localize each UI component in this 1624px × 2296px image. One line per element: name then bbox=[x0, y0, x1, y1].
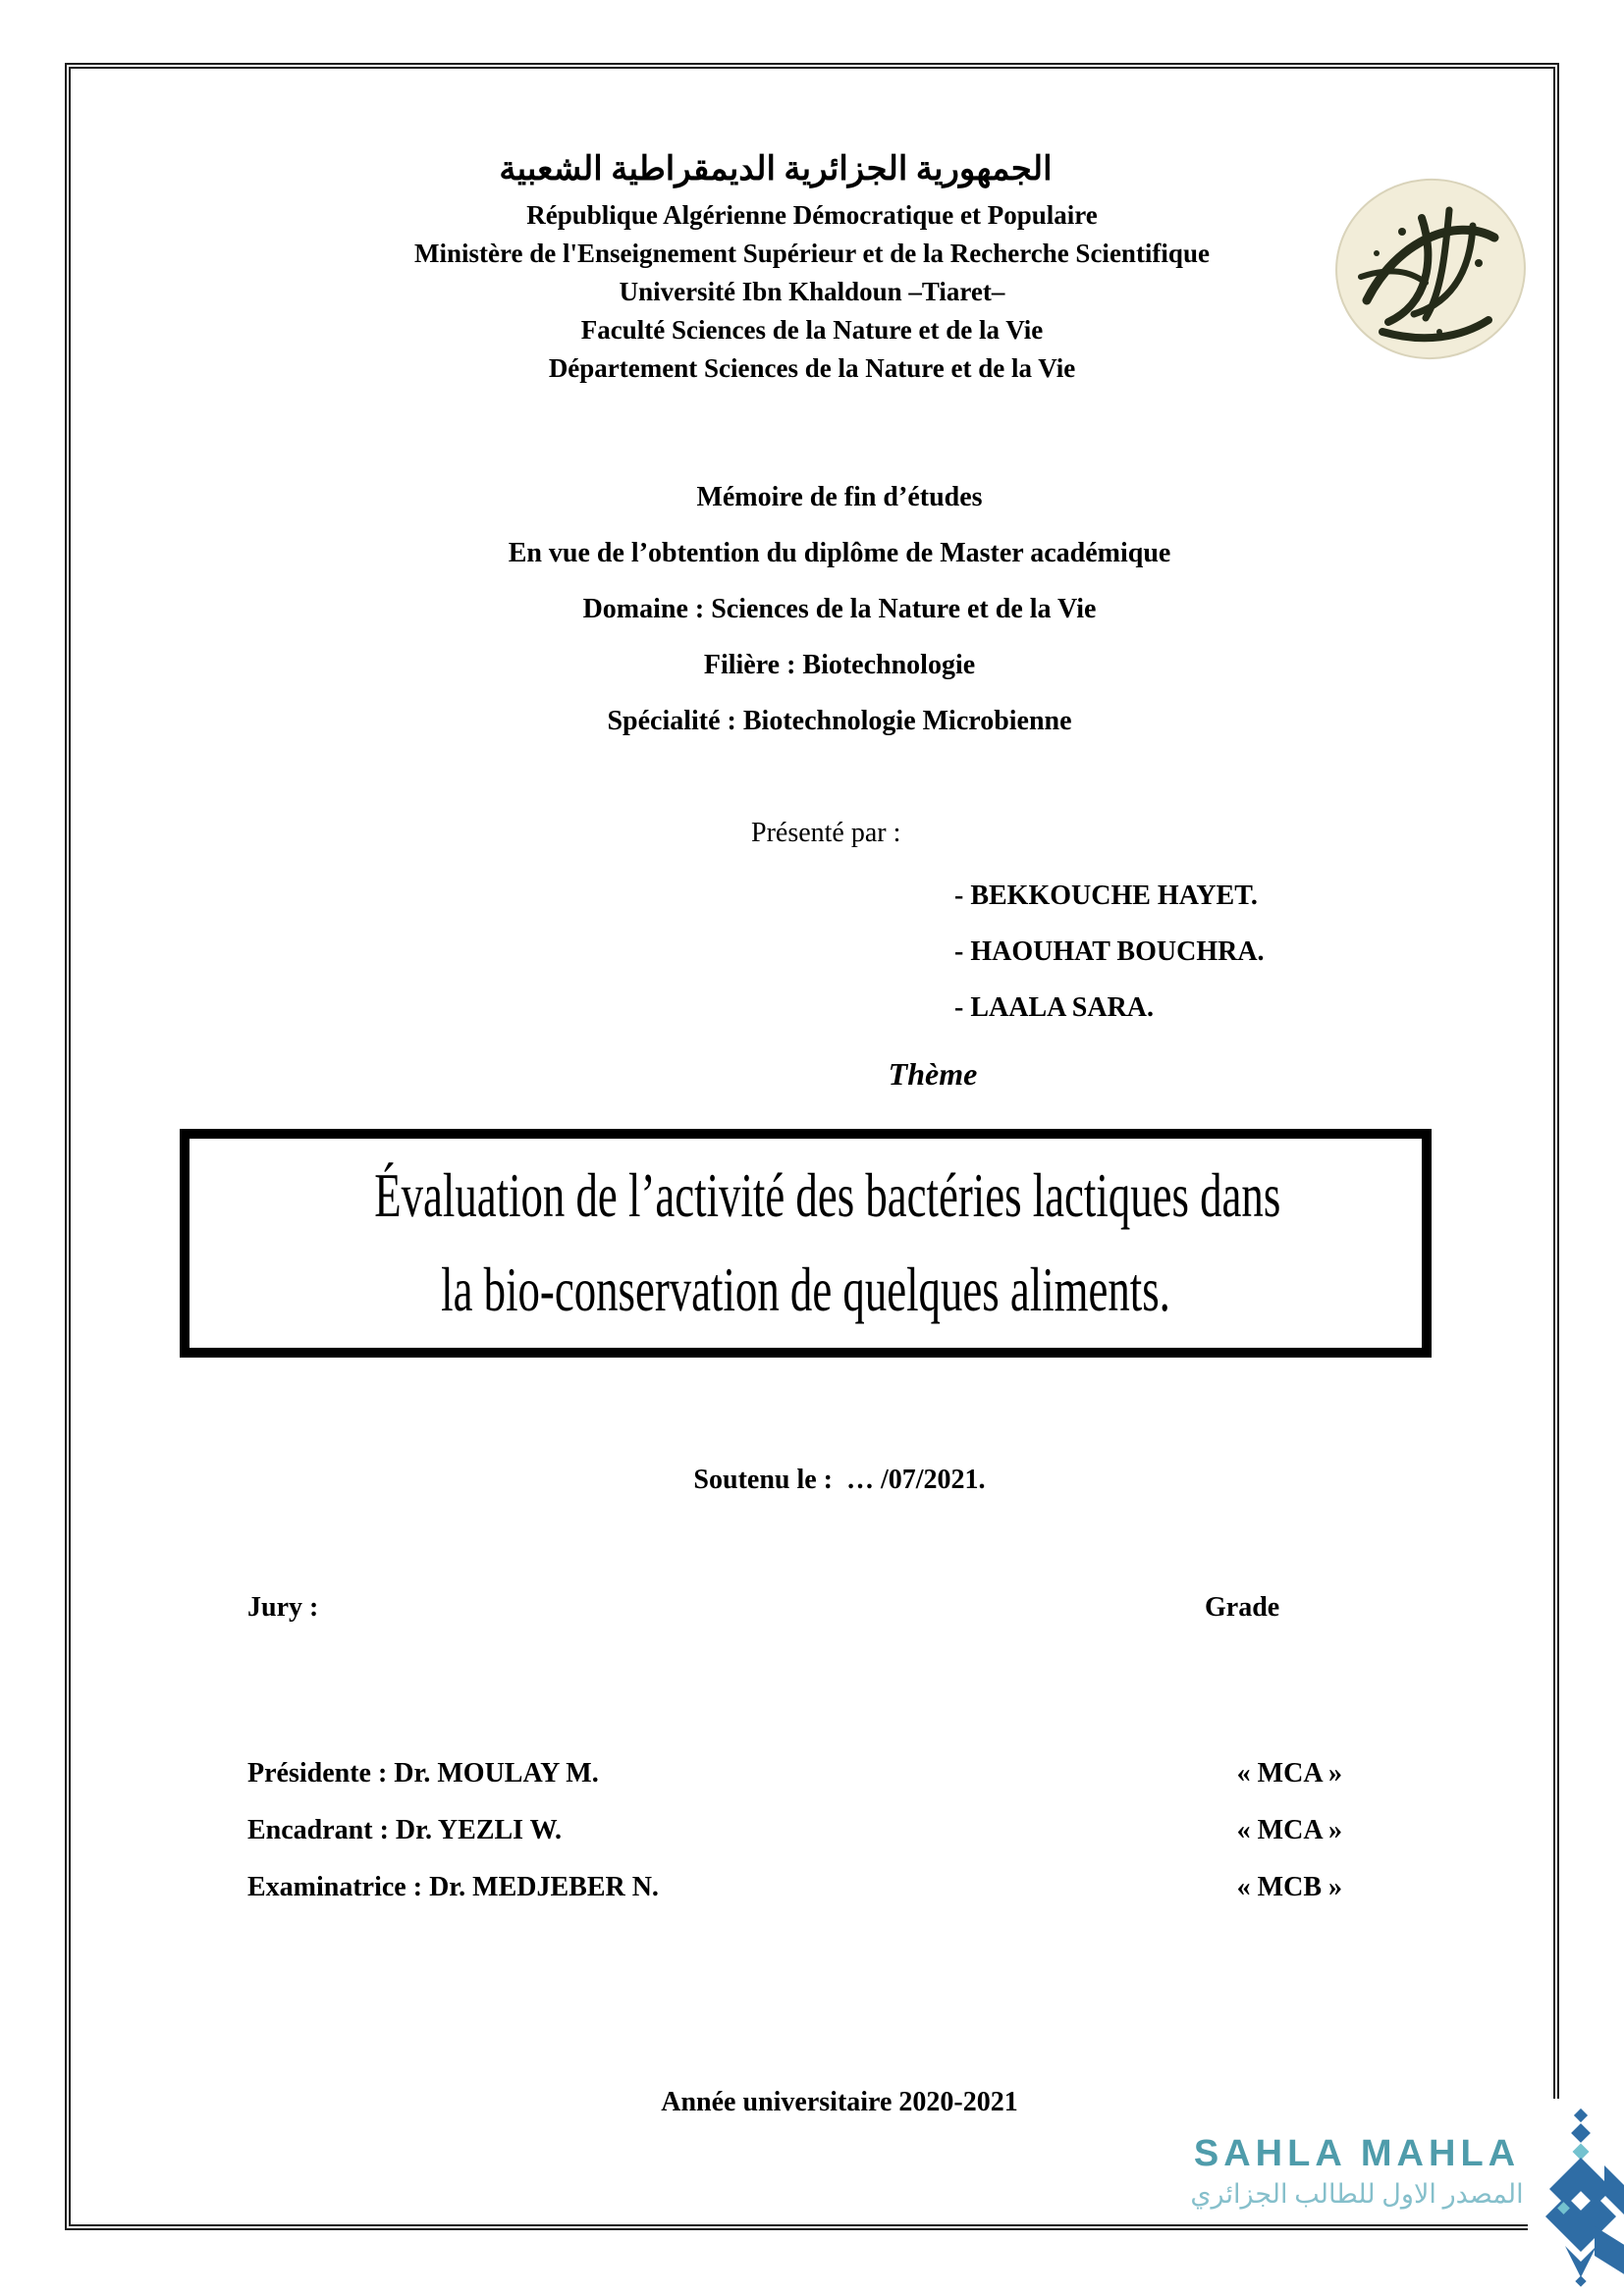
academic-year-line: Année universitaire 2020-2021 bbox=[661, 2087, 1018, 2117]
defense-date-line: Soutenu le : … /07/2021. bbox=[693, 1465, 986, 1495]
thesis-title-line2: la bio-conservation de quelques aliments. bbox=[441, 1255, 1170, 1324]
jury-label: Jury : bbox=[247, 1592, 319, 1623]
university-line: Université Ibn Khaldoun –Tiaret– bbox=[619, 277, 1005, 306]
grade-column-label: Grade bbox=[1205, 1592, 1280, 1623]
specialite-line: Spécialité : Biotechnologie Microbienne bbox=[607, 706, 1072, 736]
filiere-line: Filière : Biotechnologie bbox=[703, 650, 976, 680]
department-line: Département Sciences de la Nature et de la Vie bbox=[548, 353, 1076, 383]
theme-label: Thème bbox=[888, 1056, 978, 1092]
republic-line: République Algérienne Démocratique et Populaire bbox=[526, 200, 1098, 230]
faculty-line: Faculté Sciences de la Nature et de la Vie bbox=[580, 315, 1044, 345]
degree-info-block bbox=[92, 469, 1587, 749]
university-seal-logo bbox=[1333, 177, 1528, 361]
jury-row-president bbox=[247, 1745, 1342, 1802]
arabic-republic-title: الجمهورية الجزائرية الديمقراطية الشعبية bbox=[499, 151, 1053, 187]
presented-by-label: Présenté par : bbox=[751, 818, 901, 848]
university-seal-calligraphy-icon bbox=[1333, 177, 1528, 361]
sahla-mahla-watermark bbox=[1174, 2132, 1540, 2213]
sahla-mahla-brand-text: SAHLA MAHLA bbox=[1193, 2133, 1521, 2174]
memoire-line: Mémoire de fin d’études bbox=[696, 482, 983, 512]
sahla-mahla-emblem-icon bbox=[1536, 2107, 1624, 2289]
jury-row-examiner bbox=[247, 1859, 1342, 1916]
jury-member-grade: « MCA » bbox=[1236, 1815, 1342, 1845]
diploma-line: En vue de l’obtention du diplôme de Master académique bbox=[508, 538, 1171, 568]
sahla-mahla-arabic-tagline: المصدر الاول للطالب الجزائري bbox=[1190, 2179, 1524, 2209]
jury-table bbox=[247, 1745, 1342, 1916]
ministry-line: Ministère de l'Enseignement Supérieur et de la Recherche Scientifique bbox=[414, 239, 1210, 268]
domaine-line: Domaine : Sciences de la Nature et de la Vie bbox=[582, 594, 1097, 624]
jury-row-supervisor bbox=[247, 1802, 1342, 1859]
authors-list bbox=[954, 868, 1265, 1036]
thesis-title-line1: Évaluation de l’activité des bactéries lactiques dans bbox=[374, 1160, 1281, 1230]
jury-member-name: Examinatrice : Dr. MEDJEBER N. bbox=[247, 1872, 659, 1902]
author-name: - BEKKOUCHE HAYET. bbox=[954, 881, 1258, 911]
jury-member-grade: « MCB » bbox=[1236, 1872, 1342, 1902]
author-name: - LAALA SARA. bbox=[954, 992, 1155, 1023]
author-name: - HAOUHAT BOUCHRA. bbox=[954, 936, 1265, 967]
jury-member-name: Encadrant : Dr. YEZLI W. bbox=[247, 1815, 563, 1845]
thesis-title-box bbox=[180, 1129, 1432, 1358]
jury-member-name: Présidente : Dr. MOULAY M. bbox=[247, 1758, 599, 1789]
jury-member-grade: « MCA » bbox=[1236, 1758, 1342, 1789]
